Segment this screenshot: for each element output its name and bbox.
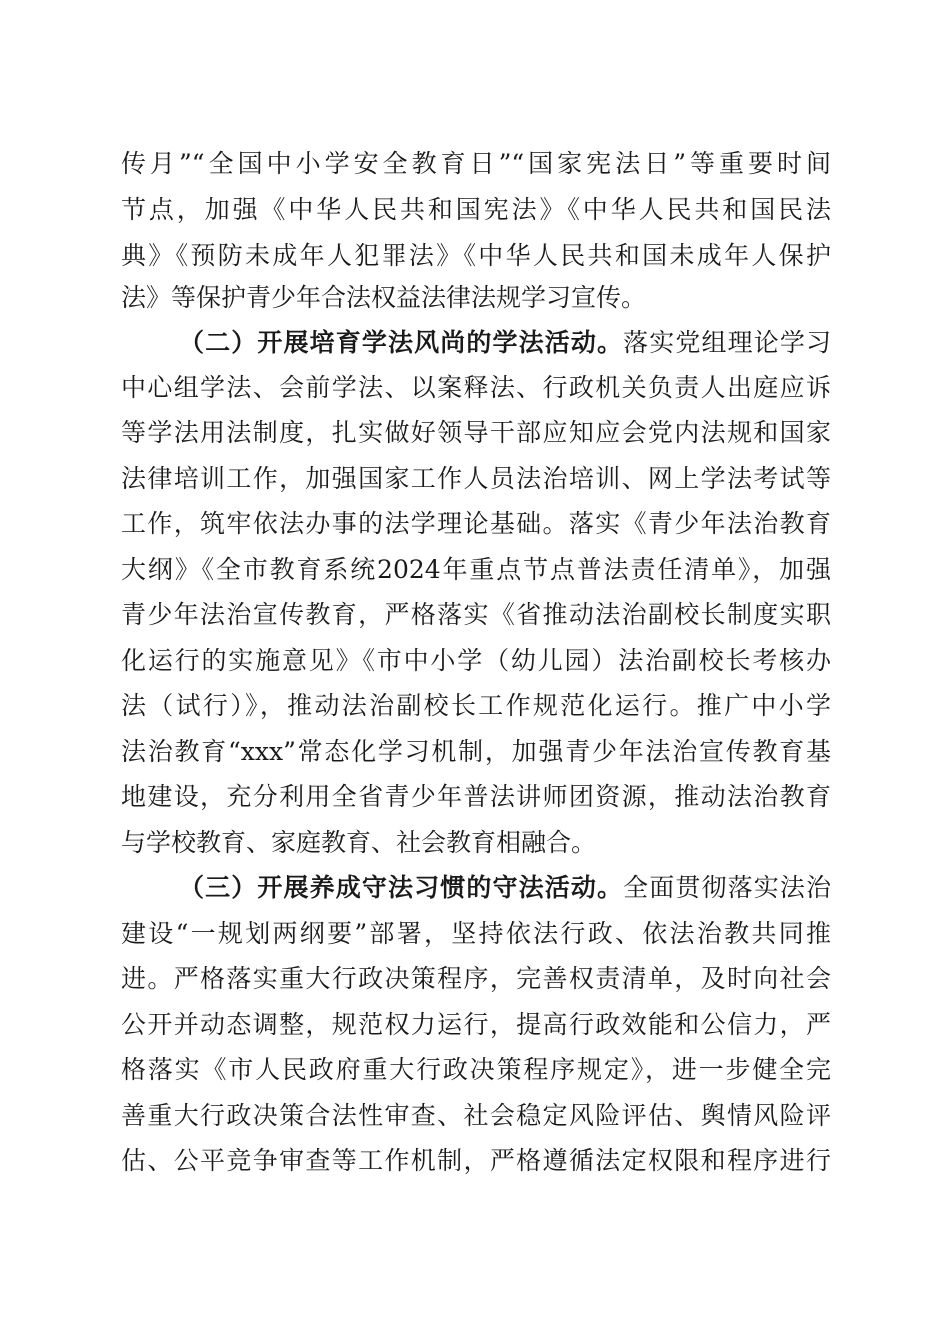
paragraph-3-line: 估、公平竞争审查等工作机制，严格遵循法定权限和程序进行: [121, 1146, 831, 1175]
section-3-heading: （三）开展养成守法习惯的守法活动。: [179, 873, 624, 902]
paragraph-2-line: 地建设，充分利用全省青少年普法讲师团资源，推动法治教育: [121, 782, 831, 811]
paragraph-1-line: 节点，加强《中华人民共和国宪法》《中华人民共和国民法: [121, 195, 831, 224]
paragraph-2-line: 中心组学法、会前学法、以案释法、行政机关负责人出庭应诉: [121, 373, 831, 402]
paragraph-3-line: 格落实《市人民政府重大行政决策程序规定》，进一步健全完: [121, 1055, 831, 1084]
paragraph-2-line: 法（试行）》，推动法治副校长工作规范化运行。推广中小学: [121, 691, 831, 720]
paragraph-2-first-line-text: 落实党组理论学习: [623, 328, 831, 357]
paragraph-1-line-last: 法》等保护青少年合法权益法律法规学习宣传。: [121, 283, 647, 312]
paragraph-3-line: 善重大行政决策合法性审查、社会稳定风险评估、舆情风险评: [121, 1101, 831, 1130]
paragraph-2-line: 化运行的实施意见》《市中小学（幼儿园）法治副校长考核办: [121, 646, 831, 675]
paragraph-2-first-line: [121, 320, 831, 366]
paragraph-2-line: 法律培训工作，加强国家工作人员法治培训、网上学法考试等: [121, 464, 831, 493]
paragraph-2-line: 等学法用法制度，扎实做好领导干部应知应会党内法规和国家: [121, 418, 831, 447]
paragraph-3-first-line-text: 全面贯彻落实法治: [623, 873, 831, 902]
paragraph-2-line-last: 与学校教育、家庭教育、社会教育相融合。: [121, 828, 597, 857]
section-2-heading: （二）开展培育学法风尚的学法活动。: [179, 328, 624, 357]
paragraph-3-first-line: [121, 865, 831, 911]
paragraph-2-line: 法治教育“xxx”常态化学习机制，加强青少年法治宣传教育基: [121, 737, 831, 766]
paragraph-2-line: 青少年法治宣传教育，严格落实《省推动法治副校长制度实职: [121, 600, 831, 629]
paragraph-1-line: 典》《预防未成年人犯罪法》《中华人民共和国未成年人保护: [121, 241, 831, 270]
paragraph-2-line: 大纲》《全市教育系统2024年重点节点普法责任清单》，加强: [121, 555, 831, 584]
paragraph-2-line: 工作，筑牢依法办事的法学理论基础。落实《青少年法治教育: [121, 509, 831, 538]
paragraph-3-line: 公开并动态调整，规范权力运行，提高行政效能和公信力，严: [121, 1010, 831, 1039]
paragraph-3-line: 进。严格落实重大行政决策程序，完善权责清单，及时向社会: [121, 964, 831, 993]
paragraph-3-line: 建设“一规划两纲要”部署，坚持依法行政、依法治教共同推: [121, 919, 831, 948]
paragraph-1-line: 传月”“全国中小学安全教育日”“国家宪法日”等重要时间: [121, 149, 831, 178]
